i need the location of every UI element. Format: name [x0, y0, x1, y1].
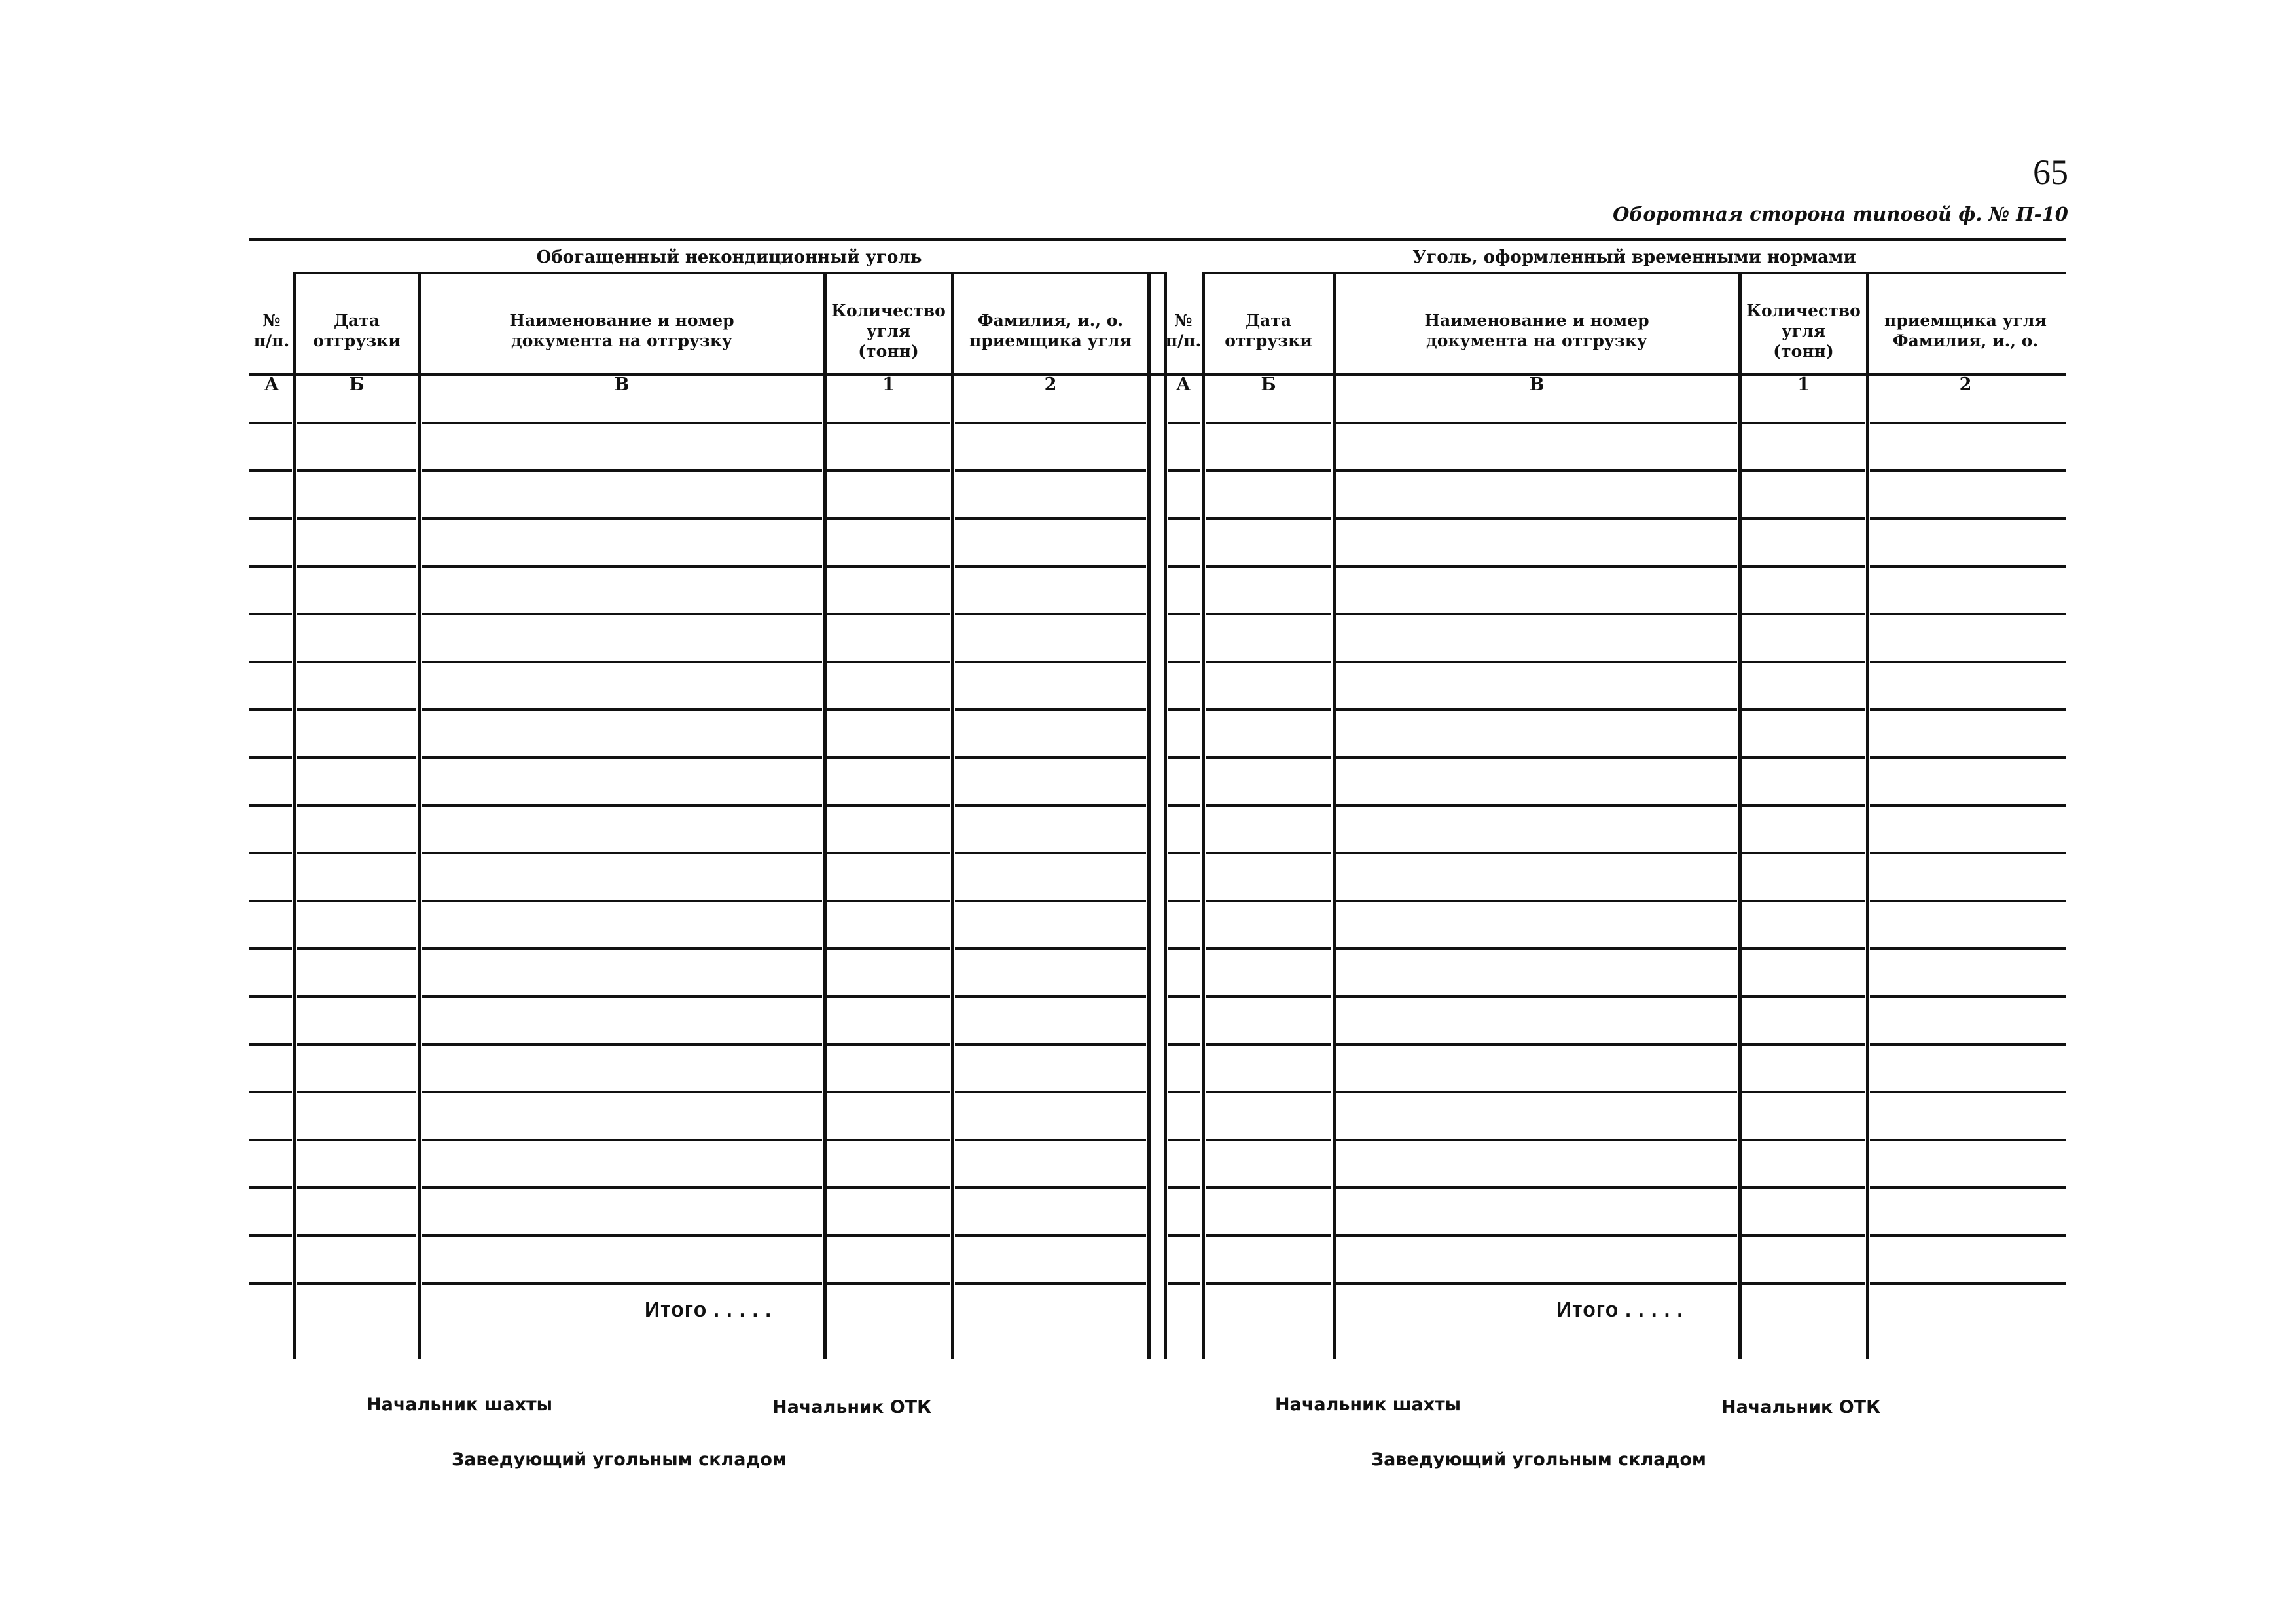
table-row-line	[422, 708, 822, 711]
table-row-line	[297, 469, 416, 472]
table-row-line	[1206, 900, 1331, 902]
table-row-line	[422, 1282, 822, 1285]
table-row-line	[422, 613, 822, 615]
table-row-line	[827, 756, 950, 759]
table-row-line	[827, 1043, 950, 1046]
column-code: А	[1176, 374, 1191, 395]
table-row-line	[1206, 852, 1331, 854]
table-row-line	[1206, 422, 1331, 424]
header-row-number: № п/п.	[1165, 311, 1202, 350]
table-row-line	[1742, 1282, 1865, 1285]
left-section	[249, 238, 1164, 1359]
form-reference: Оборотная сторона типовой ф. № П-10	[1613, 203, 2068, 225]
table-row-line	[1168, 900, 1200, 902]
table-row-line	[1742, 565, 1865, 568]
table-row-line	[1336, 947, 1737, 950]
table-row-line	[955, 900, 1146, 902]
column-code: Б	[1261, 374, 1276, 395]
table-row-line	[249, 852, 292, 854]
table-row-line	[955, 661, 1146, 663]
column-code: 2	[1959, 374, 1972, 395]
table-row-line	[422, 661, 822, 663]
table-row-line	[1336, 1186, 1737, 1189]
table-row-line	[827, 1139, 950, 1141]
header-coal-quantity: Количество угля (тонн)	[1746, 301, 1861, 361]
section-title-rule	[295, 272, 1164, 274]
table-row-line	[1336, 1139, 1737, 1141]
table-row-line	[1336, 661, 1737, 663]
table-row-line	[1206, 613, 1331, 615]
table-row-line	[1742, 661, 1865, 663]
table-row-line	[1168, 661, 1200, 663]
table-row-line	[297, 661, 416, 663]
table-row-line	[1742, 804, 1865, 807]
table-row-line	[1742, 995, 1865, 998]
left-mine-head-signature: Начальник шахты	[367, 1395, 553, 1415]
right-warehouse-head-signature: Заведующий угольным складом	[1371, 1450, 1706, 1470]
section-top-rule	[249, 238, 1164, 241]
column-divider	[1738, 272, 1742, 1359]
table-row-line	[1742, 947, 1865, 950]
table-row-line	[422, 422, 822, 424]
table-row-line	[297, 1234, 416, 1237]
table-row-line	[1870, 469, 2066, 472]
page-number: 65	[2033, 153, 2068, 192]
table-row-line	[1168, 469, 1200, 472]
table-row-line	[1742, 1091, 1865, 1093]
table-row-line	[422, 1091, 822, 1093]
table-row-line	[1206, 804, 1331, 807]
table-row-line	[297, 613, 416, 615]
table-row-line	[1336, 422, 1737, 424]
table-row-line	[1742, 1043, 1865, 1046]
column-divider	[1866, 272, 1869, 1359]
header-document: Наименование и номер документа на отгрузку	[509, 311, 734, 350]
table-row-line	[1168, 613, 1200, 615]
table-row-line	[955, 1091, 1146, 1093]
table-row-line	[422, 947, 822, 950]
table-row-line	[1870, 947, 2066, 950]
table-row-line	[422, 852, 822, 854]
table-row-line	[249, 995, 292, 998]
table-row-line	[1168, 565, 1200, 568]
column-divider	[951, 272, 954, 1359]
table-row-line	[827, 565, 950, 568]
table-row-line	[955, 1139, 1146, 1141]
column-code: А	[264, 374, 279, 395]
table-row-line	[827, 852, 950, 854]
table-row-line	[1168, 1091, 1200, 1093]
table-row-line	[297, 1091, 416, 1093]
column-divider	[1333, 272, 1336, 1359]
table-row-line	[1870, 995, 2066, 998]
table-row-line	[1168, 1186, 1200, 1189]
table-row-line	[1742, 613, 1865, 615]
table-row-line	[297, 804, 416, 807]
table-row-line	[827, 613, 950, 615]
table-row-line	[249, 1186, 292, 1189]
table-row-line	[297, 995, 416, 998]
table-row-line	[1168, 947, 1200, 950]
header-shipment-date: Дата отгрузки	[313, 311, 401, 350]
table-row-line	[1742, 756, 1865, 759]
left-section-title: Обогащенный некондиционный уголь	[536, 247, 922, 267]
table-row-line	[827, 995, 950, 998]
table-row-line	[1742, 469, 1865, 472]
table-row-line	[1168, 422, 1200, 424]
table-row-line	[1206, 1043, 1331, 1046]
table-row-line	[249, 1043, 292, 1046]
column-divider	[823, 272, 827, 1359]
table-row-line	[1336, 708, 1737, 711]
table-row-line	[955, 708, 1146, 711]
table-row-line	[422, 469, 822, 472]
column-divider	[418, 272, 421, 1359]
table-row-line	[249, 708, 292, 711]
table-row-line	[827, 1282, 950, 1285]
table-row-line	[1870, 1234, 2066, 1237]
table-row-line	[1336, 1234, 1737, 1237]
table-row-line	[297, 422, 416, 424]
table-row-line	[1742, 900, 1865, 902]
table-row-line	[1206, 1234, 1331, 1237]
table-row-line	[249, 756, 292, 759]
table-row-line	[249, 804, 292, 807]
table-row-line	[1336, 852, 1737, 854]
table-row-line	[827, 1186, 950, 1189]
table-row-line	[1870, 613, 2066, 615]
table-row-line	[249, 947, 292, 950]
table-row-line	[1206, 708, 1331, 711]
table-row-line	[827, 661, 950, 663]
table-row-line	[1870, 1282, 2066, 1285]
table-row-line	[249, 1282, 292, 1285]
right-mine-head-signature: Начальник шахты	[1275, 1395, 1462, 1415]
table-row-line	[249, 900, 292, 902]
column-divider	[1147, 272, 1151, 1359]
table-row-line	[1870, 661, 2066, 663]
table-row-line	[827, 1234, 950, 1237]
header-receiver-name: приемщика угля Фамилия, и., о.	[1884, 311, 2047, 350]
table-row-line	[1870, 756, 2066, 759]
table-row-line	[297, 852, 416, 854]
table-row-line	[1206, 1139, 1331, 1141]
table-row-line	[827, 900, 950, 902]
table-row-line	[1742, 422, 1865, 424]
column-divider	[1164, 272, 1167, 1359]
table-row-line	[955, 422, 1146, 424]
table-row-line	[249, 1091, 292, 1093]
column-code: В	[1529, 374, 1545, 395]
table-row-line	[297, 947, 416, 950]
table-row-line	[827, 469, 950, 472]
table-row-line	[1870, 708, 2066, 711]
table-row-line	[1742, 517, 1865, 520]
table-row-line	[1168, 517, 1200, 520]
section-top-rule	[1164, 238, 2066, 241]
right-section-title: Уголь, оформленный временными нормами	[1412, 247, 1856, 267]
table-row-line	[1870, 804, 2066, 807]
column-code: В	[614, 374, 630, 395]
table-row-line	[1168, 1043, 1200, 1046]
table-row-line	[1206, 565, 1331, 568]
table-row-line	[1168, 995, 1200, 998]
left-warehouse-head-signature: Заведующий угольным складом	[452, 1450, 787, 1470]
table-row-line	[1206, 661, 1331, 663]
table-row-line	[249, 613, 292, 615]
table-row-line	[297, 517, 416, 520]
table-row-line	[422, 517, 822, 520]
column-code: Б	[349, 374, 365, 395]
table-row-line	[1206, 756, 1331, 759]
table-row-line	[1336, 565, 1737, 568]
table-row-line	[297, 1282, 416, 1285]
table-row-line	[422, 1043, 822, 1046]
table-row-line	[249, 661, 292, 663]
table-row-line	[955, 1234, 1146, 1237]
table-row-line	[955, 947, 1146, 950]
table-row-line	[827, 804, 950, 807]
header-shipment-date: Дата отгрузки	[1225, 311, 1312, 350]
table-row-line	[1870, 852, 2066, 854]
table-row-line	[249, 469, 292, 472]
header-row-number: № п/п.	[253, 311, 290, 350]
table-row-line	[955, 1186, 1146, 1189]
table-row-line	[1336, 517, 1737, 520]
table-row-line	[1336, 900, 1737, 902]
table-row-line	[1336, 1091, 1737, 1093]
table-row-line	[1336, 995, 1737, 998]
table-row-line	[1168, 1282, 1200, 1285]
table-row-line	[249, 1234, 292, 1237]
table-row-line	[1336, 804, 1737, 807]
table-row-line	[955, 756, 1146, 759]
table-row-line	[1336, 469, 1737, 472]
right-section	[1164, 238, 2066, 1359]
header-receiver-name: Фамилия, и., о. приемщика угля	[969, 311, 1132, 350]
table-row-line	[422, 756, 822, 759]
table-row-line	[297, 565, 416, 568]
table-row-line	[297, 1139, 416, 1141]
left-total-label: Итого . . . . .	[645, 1298, 772, 1321]
table-row-line	[827, 517, 950, 520]
table-row-line	[1870, 565, 2066, 568]
table-row-line	[1168, 708, 1200, 711]
table-row-line	[1168, 756, 1200, 759]
table-row-line	[955, 1282, 1146, 1285]
table-row-line	[1206, 517, 1331, 520]
right-otk-head-signature: Начальник ОТК	[1721, 1397, 1881, 1417]
table-row-line	[1168, 1234, 1200, 1237]
left-otk-head-signature: Начальник ОТК	[772, 1397, 932, 1417]
table-row-line	[1206, 995, 1331, 998]
table-row-line	[297, 1043, 416, 1046]
column-divider	[293, 272, 296, 1359]
table-row-line	[1336, 1282, 1737, 1285]
table-row-line	[1870, 1186, 2066, 1189]
column-code: 2	[1044, 374, 1057, 395]
table-row-line	[249, 565, 292, 568]
table-row-line	[1336, 1043, 1737, 1046]
table-row-line	[422, 900, 822, 902]
table-row-line	[827, 422, 950, 424]
table-row-line	[827, 1091, 950, 1093]
table-row-line	[1742, 1186, 1865, 1189]
table-row-line	[1206, 1186, 1331, 1189]
header-document: Наименование и номер документа на отгрузку	[1424, 311, 1649, 350]
table-row-line	[1742, 1139, 1865, 1141]
table-row-line	[1870, 1043, 2066, 1046]
table-row-line	[422, 1186, 822, 1189]
table-row-line	[249, 422, 292, 424]
table-row-line	[297, 756, 416, 759]
table-row-line	[422, 565, 822, 568]
table-row-line	[422, 995, 822, 998]
table-row-line	[827, 947, 950, 950]
table-row-line	[1742, 708, 1865, 711]
table-row-line	[955, 613, 1146, 615]
table-row-line	[955, 852, 1146, 854]
column-code: 1	[882, 374, 895, 395]
table-row-line	[297, 708, 416, 711]
table-row-line	[1168, 1139, 1200, 1141]
header-coal-quantity: Количество угля (тонн)	[831, 301, 946, 361]
table-row-line	[1336, 756, 1737, 759]
table-row-line	[249, 1139, 292, 1141]
table-row-line	[422, 1234, 822, 1237]
table-row-line	[955, 565, 1146, 568]
table-row-line	[1206, 947, 1331, 950]
table-row-line	[1870, 517, 2066, 520]
table-row-line	[955, 995, 1146, 998]
table-row-line	[249, 517, 292, 520]
table-row-line	[1870, 422, 2066, 424]
table-row-line	[955, 517, 1146, 520]
table-row-line	[1870, 1139, 2066, 1141]
table-row-line	[422, 1139, 822, 1141]
table-row-line	[1742, 852, 1865, 854]
table-row-line	[1206, 469, 1331, 472]
table-row-line	[1870, 1091, 2066, 1093]
table-row-line	[827, 708, 950, 711]
column-code: 1	[1797, 374, 1810, 395]
table-row-line	[955, 1043, 1146, 1046]
table-row-line	[1206, 1282, 1331, 1285]
table-row-line	[955, 469, 1146, 472]
table-row-line	[1168, 804, 1200, 807]
right-total-label: Итого . . . . .	[1556, 1298, 1684, 1321]
table-row-line	[1206, 1091, 1331, 1093]
table-row-line	[955, 804, 1146, 807]
table-row-line	[297, 900, 416, 902]
table-row-line	[297, 1186, 416, 1189]
table-row-line	[1168, 852, 1200, 854]
table-row-line	[1742, 1234, 1865, 1237]
table-row-line	[1870, 900, 2066, 902]
table-row-line	[422, 804, 822, 807]
column-divider	[1202, 272, 1205, 1359]
table-row-line	[1336, 613, 1737, 615]
